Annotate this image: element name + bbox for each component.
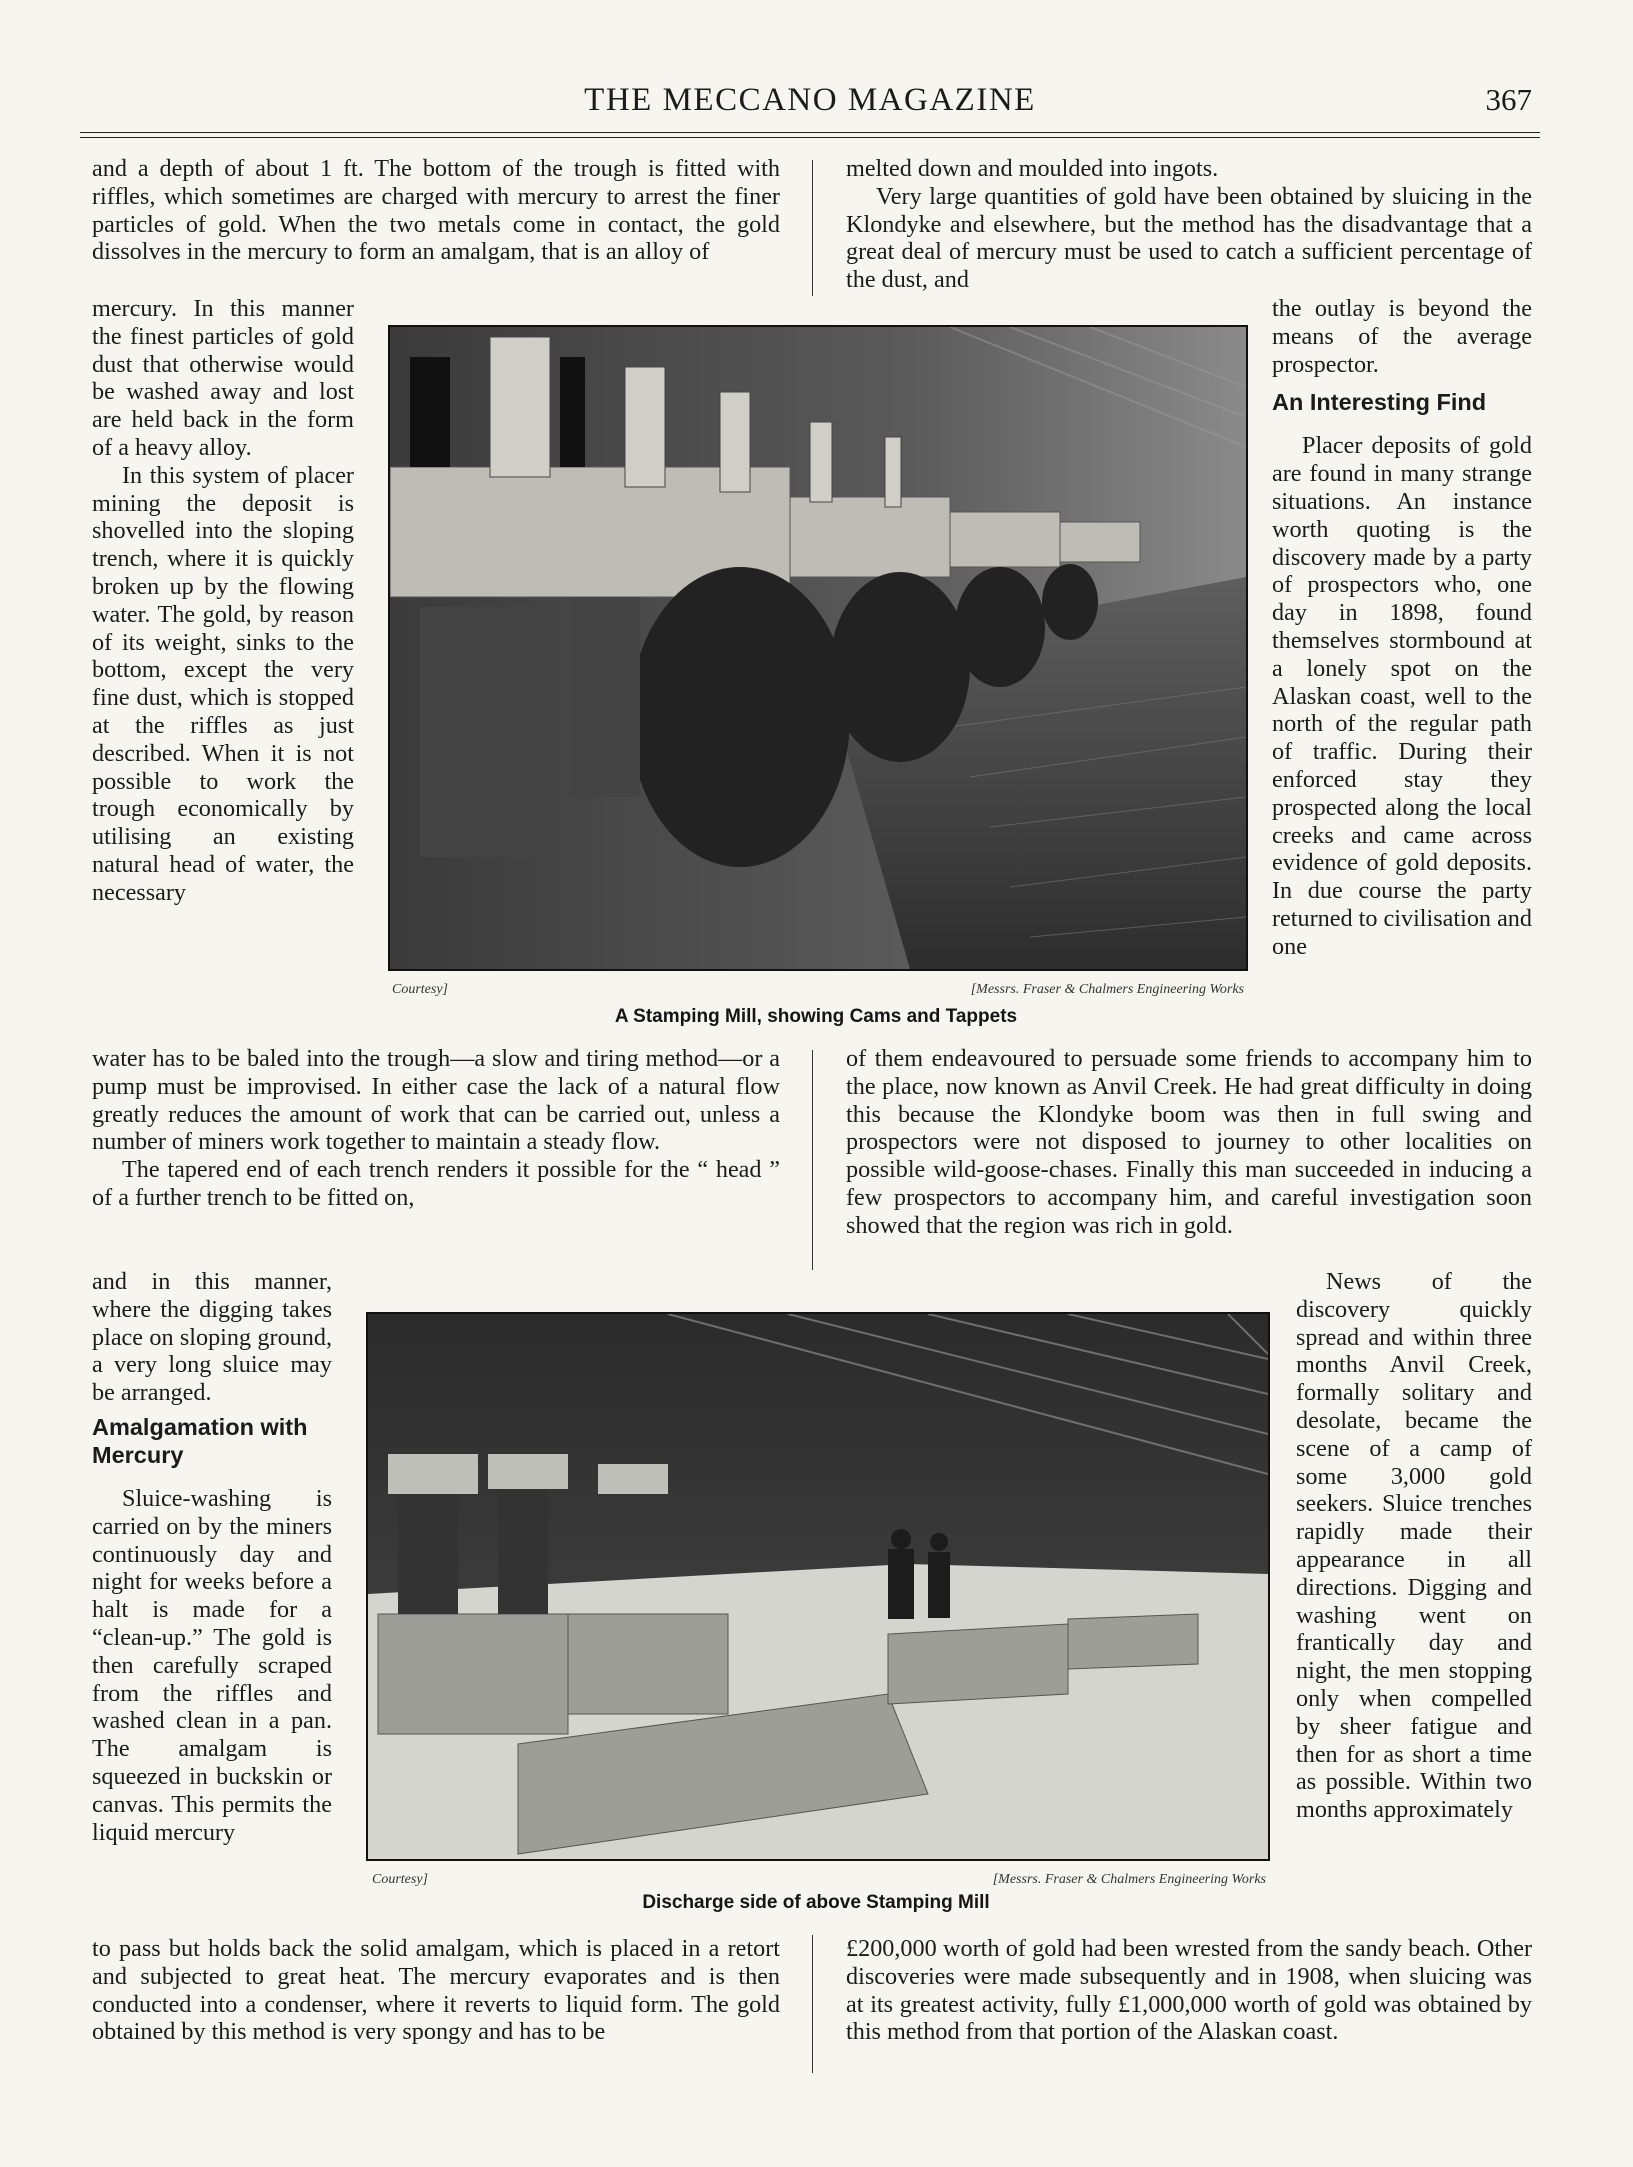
paragraph: Placer deposits of gold are found in many strange situations. An instance worth quoting is the discovery made by a party of prospectors who, one day in 1898, found themselves stormbound at a lonely spot on the Alaskan coast, well to the north of the regular path of traffic. During their enforced stay they prospected along the local creeks and came across evidence of gold deposits. In due course the party returned to civilisation and one [1272,432,1532,960]
left-top-text [92,155,780,266]
right-narrow-text-a [1272,295,1532,961]
section-heading-amalgamation: Amalgamation with Mercury [92,1413,308,1468]
paragraph: £200,000 worth of gold had been wrested from the sandy beach. Other discoveries were made subsequently and in 1908, when sluicing was at its greatest activity, fully £1,000,000 worth of gold was obtained by this method from that portion of the Alaskan coast. [846,1935,1532,2046]
paragraph: of them endeavoured to persuade some friends to accompany him to the place, now known as Anvil Creek. He had great difficulty in doing this because the Klondyke boom was then in full swing and prospectors were not disposed to journey to other localities on possible wild-goose-chases. Finally this man succeeded in inducing a few prospectors to accompany him, and careful investigation soon showed that the region was rich in gold. [846,1045,1532,1239]
paragraph: to pass but holds back the solid amalgam, which is placed in a retort and subjected to great heat. The mercury evaporates and is then conducted into a condenser, where it reverts to liquid form. The gold obtained by this method is very spongy and has to be [92,1935,780,2046]
paragraph: mercury. In this manner the finest particles of gold dust that otherwise would be washed away and lost are held back in the form of a heavy alloy. [92,295,354,461]
right-top-text [846,155,1532,294]
figure2-credit-right: [Messrs. Fraser & Chalmers Engineering Works [992,1872,1266,1887]
left-bottom-text [92,1935,780,2046]
paragraph: In this system of placer mining the deposit is shovelled into the sloping trench, where it is quickly broken up by the flowing water. The gold, by reason of its weight, sinks to the bottom, except the very fine dust, which is stopped at the riffles as just described. When it is not possible to work the trough economically by utilising an existing natural head of water, the necessary [92,461,354,906]
column-divider-top [812,160,813,296]
paragraph: The tapered end of each trench renders it possible for the “ head ” of a further trench to be fitted on, [92,1156,780,1211]
figure2-caption: Discharge side of above Stamping Mill [642,1892,990,1913]
figure1-credit-left: Courtesy] [392,982,448,997]
page-number: 367 [1485,82,1532,117]
discharge-side-photo [366,1312,1270,1861]
paragraph: the outlay is beyond the means of the average prospector. [1272,295,1532,378]
header-rule-bottom [80,137,1540,138]
left-middle-text [92,1045,780,1212]
left-narrow-text-b [92,1268,332,1846]
paragraph: and in this manner, where the digging takes place on sloping ground, a very long sluice may be arranged. [92,1268,332,1407]
column-divider-middle [812,1050,813,1270]
paragraph: and a depth of about 1 ft. The bottom of the trough is fitted with riffles, which sometimes are charged with mercury to arrest the finer particles of gold. When the two metals come in contact, the gold dissolves in the mercury to form an amalgam, that is an alloy of [92,155,780,266]
stamping-mill-photo [388,325,1248,971]
figure1-caption: A Stamping Mill, showing Cams and Tappets [614,1006,1018,1027]
column-divider-bottom [812,1935,813,2073]
paragraph: melted down and moulded into ingots. [846,155,1219,182]
right-middle-text [846,1045,1532,1240]
left-narrow-text-a [92,295,354,907]
section-heading-interesting-find: An Interesting Find [1272,389,1487,416]
magazine-title: THE MECCANO MAGAZINE [584,82,1036,118]
stamping-mill-illustration [390,327,1246,969]
paragraph: water has to be baled into the trough—a slow and tiring method—or a pump must be improvised. In either case the lack of a natural flow greatly reduces the amount of work that can be carried out, unless a number of miners work together to maintain a steady flow. [92,1045,780,1156]
figure1-credit-right: [Messrs. Fraser & Chalmers Engineering Works [970,982,1244,997]
paragraph: News of the discovery quickly spread and within three months Anvil Creek, formally solitary and desolate, became the scene of a camp of some 3,000 gold seekers. Sluice trenches rapidly made their appearance in all directions. Digging and washing went on frantically day and night, the men stopping only when compelled by sheer fatigue and then for as short a time as possible. Within two months approximately [1296,1268,1532,1824]
right-bottom-text [846,1935,1532,2046]
discharge-side-illustration [368,1314,1268,1859]
figure2-credit-left: Courtesy] [372,1872,428,1887]
page-header [80,82,1540,130]
header-rule-top [80,132,1540,133]
right-narrow-text-b [1296,1268,1532,1824]
paragraph: Sluice-washing is carried on by the miners continuously day and night for weeks before a halt is made for a “clean-up.” The gold is then carefully scraped from the riffles and washed clean in a pan. The amalgam is squeezed in buckskin or canvas. This permits the liquid mercury [92,1484,332,1846]
paragraph: Very large quantities of gold have been obtained by sluicing in the Klondyke and elsewhere, but the method has the disadvantage that a great deal of mercury must be used to catch a sufficient percentage of the dust, and [846,182,1532,294]
